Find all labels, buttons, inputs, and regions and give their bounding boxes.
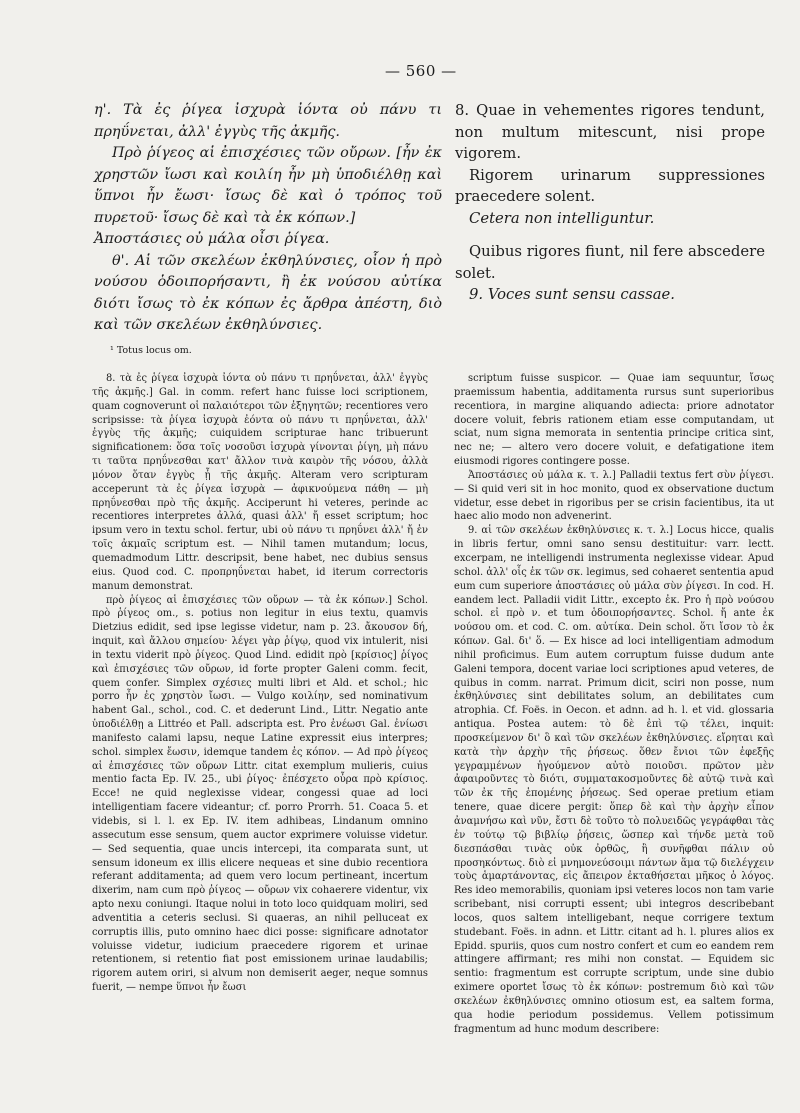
latin-aphorism-9: 9. Voces sunt sensu cassae. [469, 286, 675, 303]
latin-paragraph-rigors: Quibus rigores fiunt, nil fere abscedere solet. [455, 243, 765, 282]
commentary-left-column [92, 372, 428, 995]
greek-text-column [94, 100, 442, 337]
greek-paragraph-abscess: Ἀποστάσιες οὐ μάλα οἶσι ῥίγεα. [94, 231, 330, 247]
greek-paragraph-urine: Πρὸ ῥίγεος αἱ ἐπισχέσιες τῶν οὔρων. [ἦν ἐκ χρηστῶν ἴωσι καὶ κοιλίη ἦν μὴ ὑποδιέλθῃ καὶ ὕπνοι ἦν ἔωσι· ἴσως δὲ καὶ ὁ τρόπος τοῦ πυρετοῦ· ἴσως δὲ καὶ τὰ ἐκ κόπων.] [94, 145, 442, 226]
latin-paragraph-unclear: Cetera non intelliguntur. [469, 209, 655, 227]
commentary-right-column [454, 372, 774, 1037]
latin-translation-column [455, 100, 765, 306]
latin-paragraph-urine: Rigorem urinarum suppressiones praecedere solent. [455, 166, 765, 205]
commentary-paragraph: 8. τὰ ἐς ῥίγεα ἰσχυρὰ ἰόντα οὐ πάνυ τι πρηΰνεται, ἀλλ' ἐγγὺς τῆς ἀκμῆς.] Gal. in comm. refert hanc fuisse loci scriptionem, quam cognoverunt οἱ παλαιότεροι τῶν ἐξηγητῶν; recentiores vero scripsisse: τὰ ῥίγεα ἰσχυρὰ ἐόντα οὐ πάνυ τι πρηΰνεται, ἀλλ' ἐγγὺς τῆς ἀκμῆς; cuiquidem scripturae hanc tribuerunt significationem: ὅσα τοῖς νοσοῦσι ἰσχυρὰ γίνονται ῥίγη, μὴ πάνυ τι ταῦτα πρηΰνεσθαι κατ' ἄλλον τινὰ καιρὸν τῆς νόσου, ἀλλὰ μόνον ὅταν ἐγγὺς ᾖ τῆς ἀκμῆς. Alteram vero scripturam acceperunt τὰ ἐς ῥίγεα ἰσχυρὰ — ἀφικνούμενα πάθη — μὴ πρηΰνεσθαι πρὸ τῆς ἀκμῆς. Acciperunt hi veteres, perinde ac recentiores interpretes ἀλλά, quasi ἀλλ' ἤ esset scriptum; hoc ipsum vero in textu schol. fertur, ubi οὐ πάνυ τι πρηΰνει ἀλλ' ἤ ἐν τοῖς ἀκμαῖς scriptum est. — Nihil tamen mutandum; locus, quemadmodum Littr. descripsit, bene habet, nec dubius sensus eius. Quod cod. C. προπρηΰνεται habet, id iterum correctoris manum demonstrat. [92, 373, 428, 592]
greek-aphorism-9: θ'. Αἱ τῶν σκελέων ἐκθηλύνσιες, οἷον ἡ πρὸ νούσου ὁδοιπορήσαντι, ἢ ἐκ νούσου αὐτίκα διότι ἴσως τὸ ἐκ κόπων ἐς ἄρθρα ἀπέστη, διὸ καὶ τῶν σκελέων ἐκθηλύνσιες. [94, 252, 442, 333]
commentary-paragraph: 9. αἱ τῶν σκελέων ἐκθηλύνσιες κ. τ. λ.] Locus hicce, qualis in libris fertur, omni sano sensu destituitur: varr. lectt. excerpam, ne intelligendi instrumenta neglexisse videar. Apud schol. ἀλλ' οἷς ἐκ τῶν σκ. legimus, sed cohaeret sententia apud eum cum superiore ἀποστάσιες οὐ μάλα σὺν ῥίγεσι. In cod. H. eandem lect. Palladii vidit Littr., excepto ἐκ. Pro ἡ πρὸ νούσου schol. εἰ πρὸ ν. et tum ὁδοιπορήσαντες. Schol. ἤ ante ἐκ νούσου om. et cod. C. om. αὐτίκα. Dein schol. ὅτι ἴσον τὸ ἐκ κόπων. Gal. δι' ὅ. — Ex hisce ad loci intelligentiam admodum nihil proficimus. Eum autem corruptum fuisse dudum ante Galeni tempora, docent variae loci scriptiones apud veteres, de quibus in comm. narrat. Primum dicit, sciri non posse, num ἐκθηλύνσιες sint debilitates solum, an debilitates cum atrophia. Cf. Foës. in Oecon. et adnn. ad h. l. et vid. glossaria antiqua. Postea autem: τὸ δὲ ἐπὶ τῷ τέλει, inquit: προσκείμενον δι' ὃ καὶ τῶν σκελέων ἐκθηλύνσιες. εἴρηται καὶ κατὰ τὴν ἀρχὴν τῆς ῥήσεως. ὅθεν ἔνιοι τῶν ἐφεξῆς γεγραμμένων ἡγούμενον αὐτὸ ποιοῦσι. πρῶτον μὲν ἀφαιροῦντες τὸ διότι, συμματακοσμοῦντες δὲ αὐτῷ τινὰ καὶ τῶν ἐκ τῆς ἑπομένης ῥήσεως. Sed operae pretium etiam tenere, quae dicere pergit: ὅπερ δὲ καὶ τὴν ἀρχὴν εἶπον ἀναμνήσω καὶ νῦν, ἔστι δὲ τοῦτο τὸ πολυειδῶς γεγράφθαι τὰς ἐν τούτῳ τῷ βιβλίῳ ῥήσεις, ὥσπερ καὶ τήνδε μετὰ τοῦ διεσπάσθαι τινὰς οὐκ ὀρθῶς, ἢ συνῆφθαι πάλιν οὐ προσηκόντως. διὸ εἰ μνημονεύσοιμι πάντων ἅμα τῷ διελέγχειν τοὺς ἁμαρτάνοντας, εἰς ἄπειρον ἐκταθήσεται μῆκος ὁ λόγος. Res ideo memorabilis, quoniam ipsi veteres locos non tam varie scribebant, nisi corrupti essent; ubi integros describebant locos, quos saltem intelligebant, neque corrigere textum studebant. Foës. in adnn. et Littr. citant ad h. l. plures alios ex Epidd. spuriis, quos cum nostro confert et cum eo eandem rem attingere affirmant; res mihi non constat. — Equidem sic sentio: fragmentum est corrupte scriptum, unde sine dubio eximere oportet ἴσως τὸ ἐκ κόπων: postremum διὸ καὶ τῶν σκελέων ἐκθηλύνσιες omnino otiosum est, ea saltem forma, qua hodie periodum possidemus. Vellem potissimum fragmentum ad hunc modum describere: [454, 525, 774, 1035]
commentary-paragraph: πρὸ ῥίγεος αἱ ἐπισχέσιες τῶν οὔρων — τὰ ἐκ κόπων.] Schol. πρὸ ῥίγεος om., s. potius non legitur in eius textu, quamvis Dietzius edidit, sed ipse legisse videtur, nam p. 23. ἄκουσον δή, inquit, καὶ ἄλλου σημείου· λέγει γὰρ ῥίγῳ, quod vix intulerit, nisi in textu viderit πρὸ ῥίγεος. Quod Lind. edidit πρὸ [κρίσιος] ῥίγος καὶ ἐπισχέσιες τῶν οὔρων, id forte propter Galeni comm. fecit, quem confer. Simplex σχέσιες multi libri et Ald. et schol.; hic porro ἦν ἐς χρηστὸν ἴωσι. — Vulgo κοιλίην, sed nominativum habent Gal., schol., cod. C. et dederunt Lind., Littr. Negatio ante ὑποδιέλθῃ a Littréo et Pall. adscripta est. Pro ἐνέωσι Gal. ἐνίωσι manifesto calami lapsu, neque Latine expressit eius interpres; schol. simplex ἔωσιν, idemque tandem ἐς κόπον. — Ad πρὸ ῥίγεος αἱ ἐπισχέσιες τῶν οὔρων Littr. citat exemplum mulieris, cuius mentio facta Ep. IV. 25., ubi ῥίγος· ἐπέσχετο οὖρα πρὸ κρίσιος. Ecce! ne quid neglexisse videar, congessi quae ad loci intelligentiam facere videantur; cf. porro Prorrh. 51. Coaca 5. et videbis, si l. l. ex Ep. IV. item adhibeas, Lindanum omnino assecutum esse sensum, quem auctor exprimere voluisse videtur. — Sed sequentia, quae uncis intercepi, ita comparata sunt, ut sensum idoneum ex illis elicere nequeas et sine dubio recentiora referant additamenta; ad quem vero locum pertineant, incertum dixerim, nam cum πρὸ ῥίγεος — οὔρων vix cohaerere videntur, vix apto nexu coniungi. Itaque nolui in toto loco quidquam moliri, sed adventitia a ceteris seclusi. Si quaeras, an nihil pelluceat ex corruptis illis, puto omnino haec dici posse: significare adnotator voluisse videtur, iudicium praecedere rigorem et urinae retentionem, si retentio fiat post emissionem urinae laudabilis; rigorem autem oriri, si alvum non demiserit aeger, neque somnus fuerit, — nempe ὕπνοι ἦν ἔωσι [92, 594, 428, 994]
commentary-paragraph: scriptum fuisse suspicor. — Quae iam sequuntur, ἴσως praemissum habentia, additamenta rursus sunt superioribus recentiora, in margine aliquando adiecta: priore adnotator docere voluit, febris rationem etiam esse computandam, ut sciat, num signa memorata in sententia principe critica sint, nec ne; — altero vero docere voluit, e defatigatione item eiusmodi rigores contingere posse. [454, 373, 774, 468]
greek-aphorism-8: η'. Τὰ ἐς ῥίγεα ἰσχυρὰ ἰόντα οὐ πάνυ τι πρηΰνεται, ἀλλ' ἐγγὺς τῆς ἀκμῆς. [94, 102, 442, 140]
latin-aphorism-8: 8. Quae in vehementes rigores tendunt, non multum mitescunt, nisi prope vigorem. [455, 102, 765, 162]
footnote: ¹ Totus locus om. [110, 345, 192, 356]
paragraph-gap [455, 229, 765, 241]
commentary-paragraph: Ἀποστάσιες οὐ μάλα κ. τ. λ.] Palladii textus fert σὺν ῥίγεσι. — Si quid veri sit in hoc monito, quod ex observatione ductum videtur, esse debet in rigoribus per se crisin facientibus, ita ut haec alio modo non advenerint. [454, 469, 774, 523]
page-number: — 560 — [385, 62, 457, 80]
